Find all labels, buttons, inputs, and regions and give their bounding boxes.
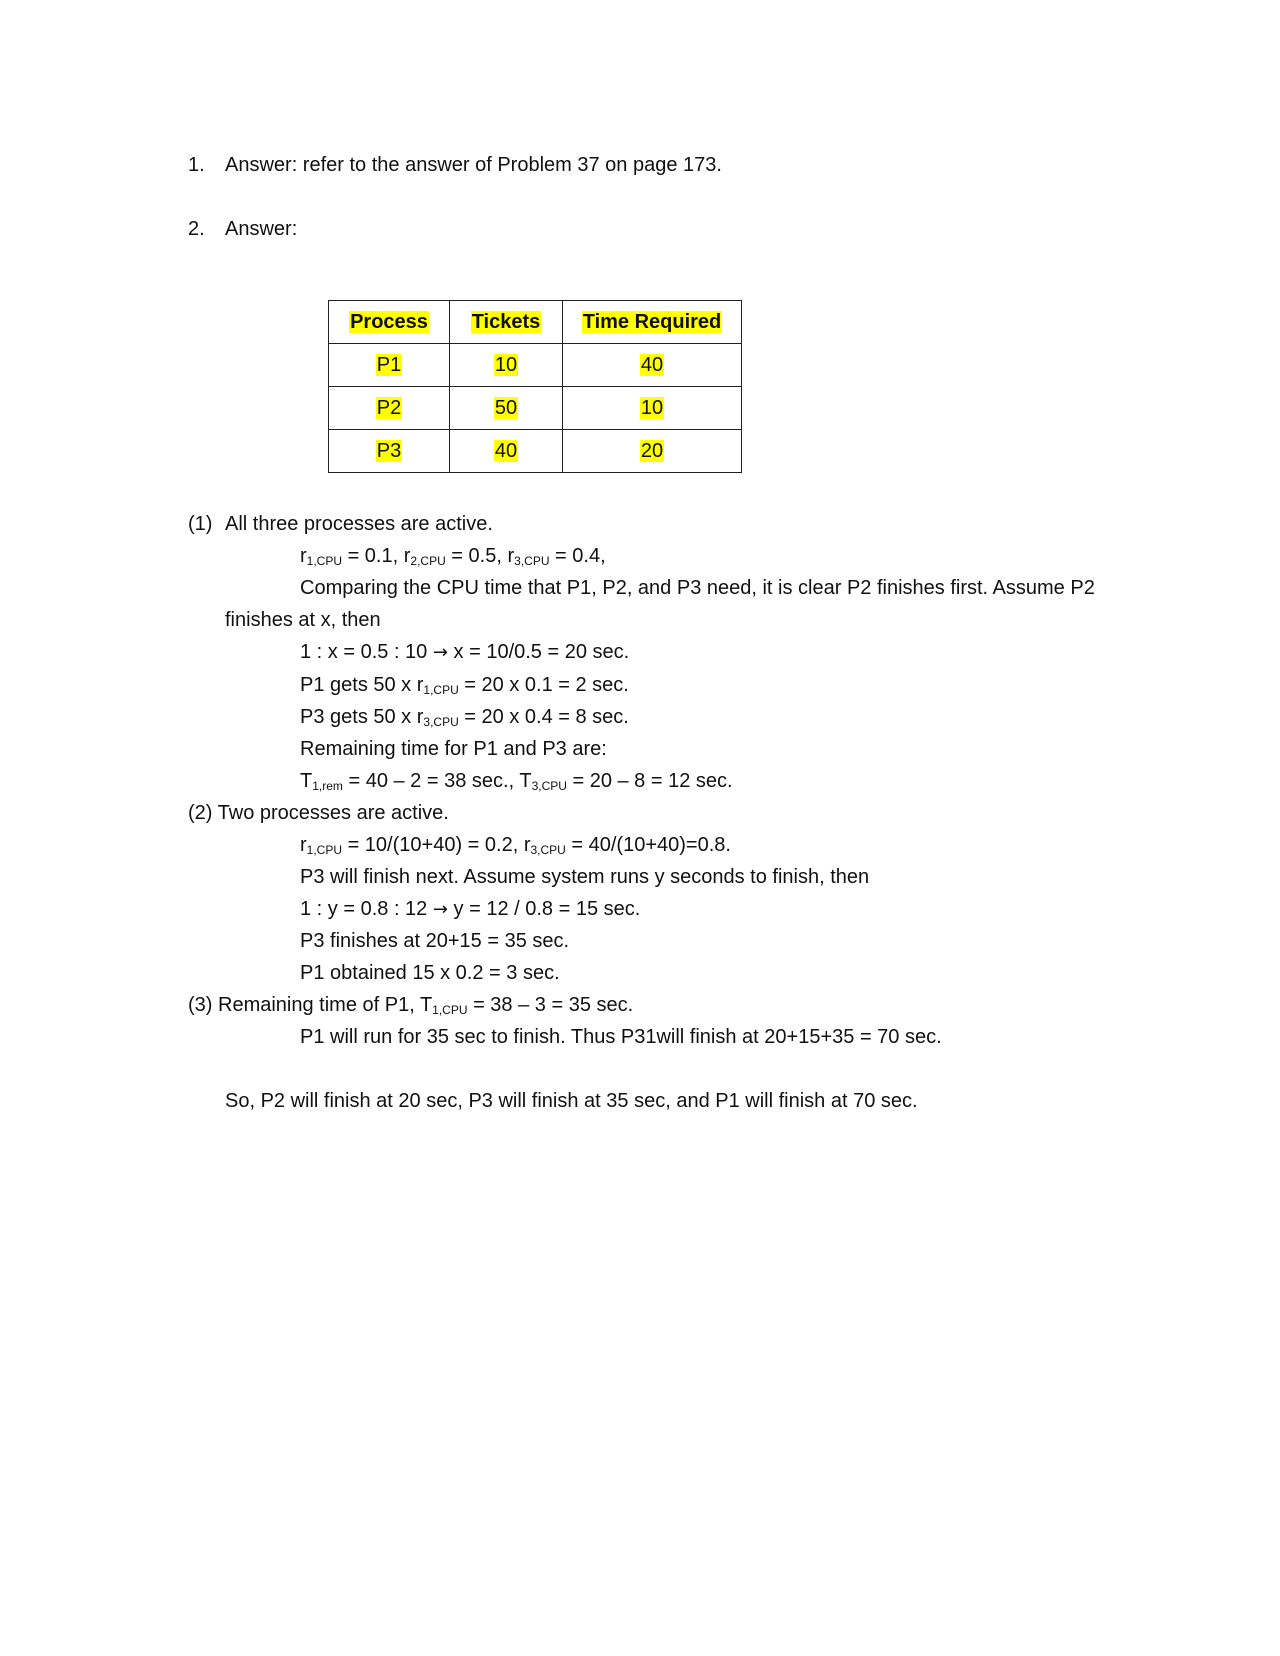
conclusion: So, P2 will finish at 20 sec, P3 will finish at 35 sec, and P1 will finish at 70 sec. bbox=[225, 1090, 918, 1112]
header-process: Process bbox=[329, 301, 450, 344]
part2-finish: P3 finishes at 20+15 = 35 sec. bbox=[300, 930, 570, 952]
part1-heading: All three processes are active. bbox=[225, 513, 493, 535]
table-row bbox=[329, 344, 742, 387]
cell-time: 10 bbox=[563, 387, 742, 430]
part1-equation: 1 : x = 0.5 : 10 → x = 10/0.5 = 20 sec. bbox=[300, 641, 630, 663]
right-arrow-icon: → bbox=[432, 642, 448, 663]
cell-tickets: 10 bbox=[450, 344, 563, 387]
cell-time: 20 bbox=[563, 430, 742, 473]
cell-process: P2 bbox=[329, 387, 450, 430]
part2-heading: (2) Two processes are active. bbox=[188, 802, 449, 824]
part1-heading-number: (1) bbox=[188, 513, 213, 535]
cell-process: P3 bbox=[329, 430, 450, 473]
table-row bbox=[329, 430, 742, 473]
header-tickets: Tickets bbox=[450, 301, 563, 344]
part2-rates: $r_{1,CPU} = 10/(10+40) = 0.2$, $r_{3,CPU} = 40/(10+40)=0.8$. bbox=[300, 834, 731, 857]
answer-1-number: 1. bbox=[188, 154, 205, 176]
table-header-row bbox=[329, 301, 742, 344]
answer-1 bbox=[188, 152, 205, 178]
part1-p3-gets: P3 gets 50 x $r_{3,CPU} = 20$ x 0.4 = 8 sec. bbox=[300, 706, 629, 729]
part1-rates: $r_{1,CPU} = 0.1$, $r_{2,CPU} = 0.5$, $r_{3,CPU} = 0.4$, bbox=[300, 545, 606, 568]
part2-equation: 1 : y = 0.8 : 12 → y = 12 / 0.8 = 15 sec. bbox=[300, 898, 641, 920]
cell-process: P1 bbox=[329, 344, 450, 387]
part2-next: P3 will finish next. Assume system runs y seconds to finish, then bbox=[300, 866, 870, 888]
cell-tickets: 50 bbox=[450, 387, 563, 430]
part1-remaining: Remaining time for P1 and P3 are: bbox=[300, 738, 607, 760]
answer-2-text: Answer: bbox=[225, 218, 298, 240]
part3-run: P1 will run for 35 sec to finish. Thus P31will finish at 20+15+35 = 70 sec. bbox=[300, 1026, 942, 1048]
part1-p1-gets: P1 gets 50 x $r_{1,CPU} = 20$ x 0.1 = 2 sec. bbox=[300, 674, 629, 697]
answer-2-number: 2. bbox=[188, 218, 205, 240]
tickets-table bbox=[328, 300, 742, 473]
table-row bbox=[329, 387, 742, 430]
part3-heading: (3) Remaining time of P1, $T_{1,CPU} = 38 - 3 = 35$ sec. bbox=[188, 994, 634, 1017]
part1-compare-b: finishes at x, then bbox=[225, 609, 381, 631]
part1-compare-a: Comparing the CPU time that P1, P2, and P3 need, it is clear P2 finishes first. Assume P2 bbox=[300, 577, 1095, 599]
cell-time: 40 bbox=[563, 344, 742, 387]
part1-remaining-times: $T_{1,rem} = 40 - 2 = 38$ sec., $T_{3,CPU} = 20 - 8 = 12$ sec. bbox=[300, 770, 733, 793]
cell-tickets: 40 bbox=[450, 430, 563, 473]
part2-obtained: P1 obtained 15 x 0.2 = 3 sec. bbox=[300, 962, 560, 984]
answer-1-text: Answer: refer to the answer of Problem 37 on page 173. bbox=[225, 154, 722, 176]
header-time-required: Time Required bbox=[563, 301, 742, 344]
right-arrow-icon: → bbox=[432, 899, 448, 920]
